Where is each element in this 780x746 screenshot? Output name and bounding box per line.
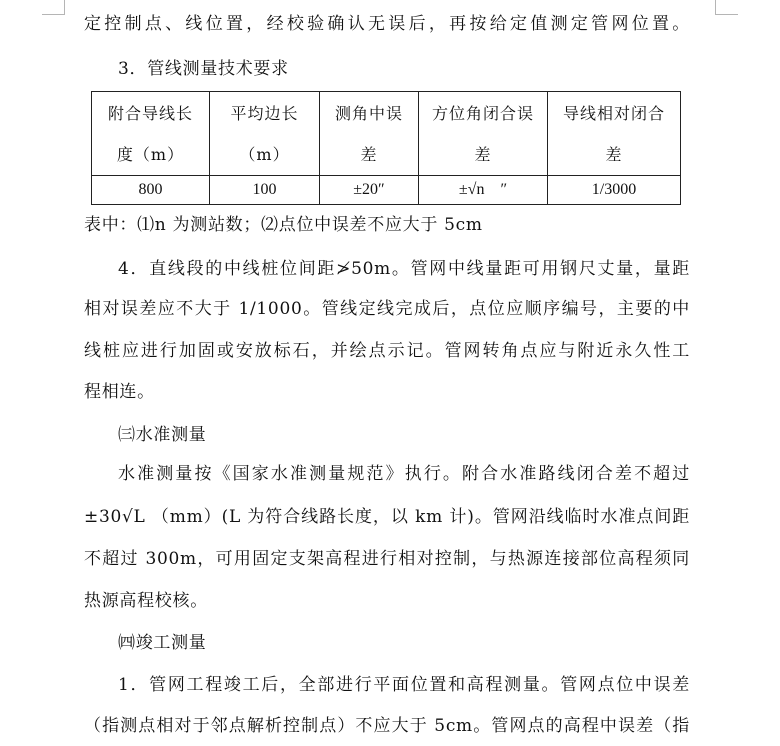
table-header-row (92, 92, 681, 176)
paragraph-line: 定控制点、线位置，经校验确认无误后，再按给定值测定管网位置。 (84, 14, 690, 34)
table-header-cell: 方位角闭合误 差 (419, 92, 548, 176)
table-note: 表中：⑴n 为测站数；⑵点位中误差不应大于 5cm (84, 215, 483, 235)
table-cell: 800 (92, 176, 210, 205)
paragraph-line: 热源高程校核。 (84, 591, 208, 611)
section-heading: ㈣竣工测量 (118, 633, 207, 653)
section-heading: ㈢水准测量 (118, 425, 207, 445)
paragraph-line: 线桩应进行加固或安放标石，并绘点示记。管网转角点应与附近永久性工 (84, 341, 690, 361)
paragraph-line: 相对误差应不大于 1/1000。管线定线完成后，点位应顺序编号，主要的中 (84, 299, 690, 319)
table-cell: 1/3000 (548, 176, 681, 205)
paragraph-line: 水准测量按《国家水准测量规范》执行。附合水准路线闭合差不超过 (118, 464, 690, 484)
survey-requirements-table (91, 91, 681, 205)
page-corner-mark-right (715, 0, 738, 15)
paragraph-line: （指测点相对于邻点解析控制点）不应大于 5cm。管网点的高程中误差（指 (84, 716, 690, 736)
table-row (92, 176, 681, 205)
paragraph-line: ±30√L （mm）(L 为符合线路长度，以 km 计)。管网沿线临时水准点间距 (84, 507, 690, 527)
paragraph-line: 不超过 300m，可用固定支架高程进行相对控制，与热源连接部位高程须同 (84, 549, 690, 569)
table-header-cell: 平均边长 （m） (210, 92, 320, 176)
table-cell: ±20″ (320, 176, 419, 205)
paragraph-line: 程相连。 (84, 382, 155, 402)
section-heading: 3．管线测量技术要求 (118, 59, 289, 79)
table-cell: 100 (210, 176, 320, 205)
paragraph-line: 4．直线段的中线桩位间距≯50m。管网中线量距可用钢尺丈量，量距 (118, 259, 690, 279)
table-header-cell: 附合导线长 度（m） (92, 92, 210, 176)
table-cell: ±√n ″ (419, 176, 548, 205)
table-header-cell: 导线相对闭合 差 (548, 92, 681, 176)
page-corner-mark-left (42, 0, 65, 15)
table-header-cell: 测角中误 差 (320, 92, 419, 176)
paragraph-line: 1．管网工程竣工后，全部进行平面位置和高程测量。管网点位中误差 (118, 675, 690, 695)
